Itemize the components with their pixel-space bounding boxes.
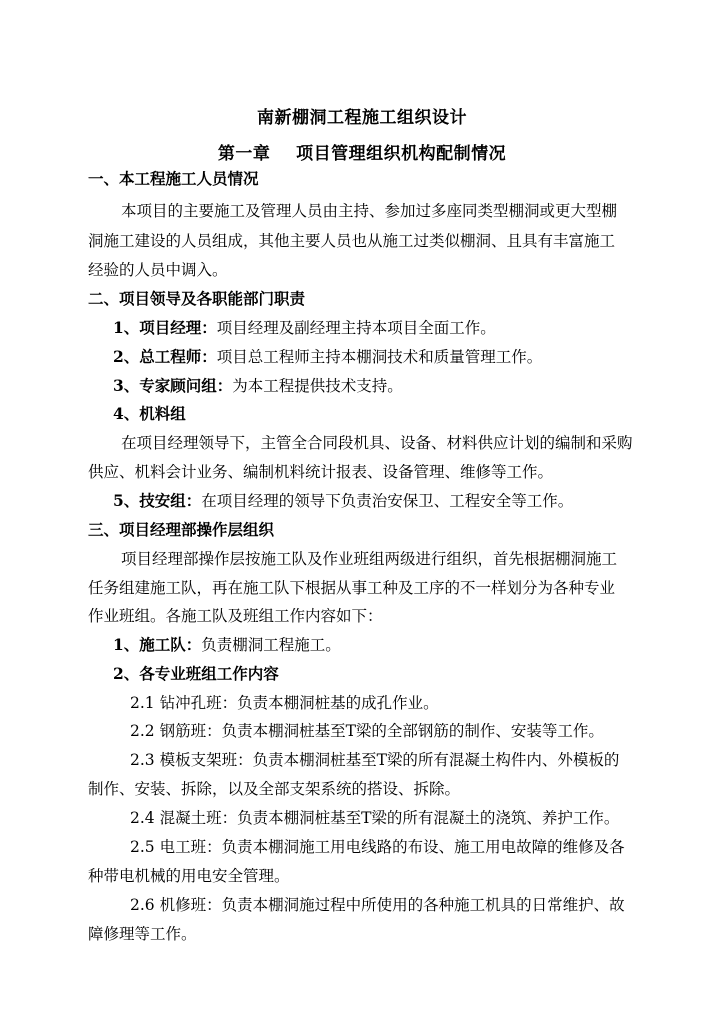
sub-item: 2.6 机修班：负责本棚洞施过程中所使用的各种施工机具的日常维护、故 bbox=[130, 896, 625, 914]
list-item bbox=[113, 376, 403, 396]
document-title: 南新棚洞工程施工组织设计 bbox=[257, 108, 467, 128]
item-text: 为本工程提供技术支持。 bbox=[232, 377, 403, 395]
sub-item: 2.4 混凝土班：负责本棚洞桩基至T梁的所有混凝土的浇筑、养护工作。 bbox=[130, 809, 620, 827]
paragraph-line: 供应、机料会计业务、编制机料统计报表、设备管理、维修等工作。 bbox=[88, 463, 554, 481]
item-label: 3、专家顾问组： bbox=[113, 376, 233, 395]
section-heading-3: 三、项目经理部操作层组织 bbox=[88, 520, 275, 539]
paragraph-line: 作业班组。各施工队及班组工作内容如下： bbox=[88, 607, 383, 625]
list-item bbox=[113, 491, 573, 511]
section-heading-1: 一、本工程施工人员情况 bbox=[88, 169, 259, 188]
chapter-title: 第一章 项目管理组织机构配制情况 bbox=[217, 144, 507, 164]
list-item bbox=[113, 635, 341, 655]
sub-item-continued: 种带电机械的用电安全管理。 bbox=[88, 867, 290, 885]
sub-item: 2.1 钻冲孔班：负责本棚洞桩基的成孔作业。 bbox=[130, 694, 439, 712]
paragraph-line: 本项目的主要施工及管理人员由主持、参加过多座同类型棚洞或更大型棚 bbox=[121, 202, 618, 220]
item-text: 项目经理及副经理主持本项目全面工作。 bbox=[216, 319, 496, 337]
list-item bbox=[113, 318, 496, 338]
item-label: 5、技安组： bbox=[113, 491, 202, 510]
sub-item: 2.3 模板支架班：负责本棚洞桩基至T梁的所有混凝土构件内、外模板的 bbox=[130, 751, 620, 769]
sub-item-continued: 制作、安装、拆除，以及全部支架系统的搭设、拆除。 bbox=[88, 780, 461, 798]
paragraph-line: 经验的人员中调入。 bbox=[88, 261, 228, 279]
list-item bbox=[113, 347, 542, 367]
sub-item: 2.5 电工班：负责本棚洞施工用电线路的布设、施工用电故障的维修及各 bbox=[130, 838, 625, 856]
item-text: 在项目经理的领导下负责治安保卫、工程安全等工作。 bbox=[201, 492, 574, 510]
paragraph-line: 项目经理部操作层按施工队及作业班组两级进行组织，首先根据棚洞施工 bbox=[121, 550, 618, 568]
sub-item-continued: 障修理等工作。 bbox=[88, 925, 197, 943]
item-label: 1、施工队： bbox=[113, 635, 202, 654]
item-text: 负责棚洞工程施工。 bbox=[201, 636, 341, 654]
item-label: 1、项目经理： bbox=[113, 318, 217, 337]
item-label: 2、总工程师： bbox=[113, 347, 217, 366]
section-heading-2: 二、项目领导及各职能部门职责 bbox=[88, 289, 306, 308]
paragraph-line: 洞施工建设的人员组成，其他主要人员也从施工过类似棚洞、且具有丰富施工 bbox=[88, 232, 616, 250]
item-text: 项目总工程师主持本棚洞技术和质量管理工作。 bbox=[216, 348, 543, 366]
sub-item: 2.2 钢筋班：负责本棚洞桩基至T梁的全部钢筋的制作、安装等工作。 bbox=[130, 722, 604, 740]
list-item-heading: 2、各专业班组工作内容 bbox=[113, 664, 279, 683]
paragraph-line: 在项目经理领导下，主管全合同段机具、设备、材料供应计划的编制和采购 bbox=[121, 434, 633, 452]
paragraph-line: 任务组建施工队，再在施工队下根据从事工种及工序的不一样划分为各种专业 bbox=[88, 579, 616, 597]
list-item-heading: 4、机料组 bbox=[113, 404, 186, 423]
